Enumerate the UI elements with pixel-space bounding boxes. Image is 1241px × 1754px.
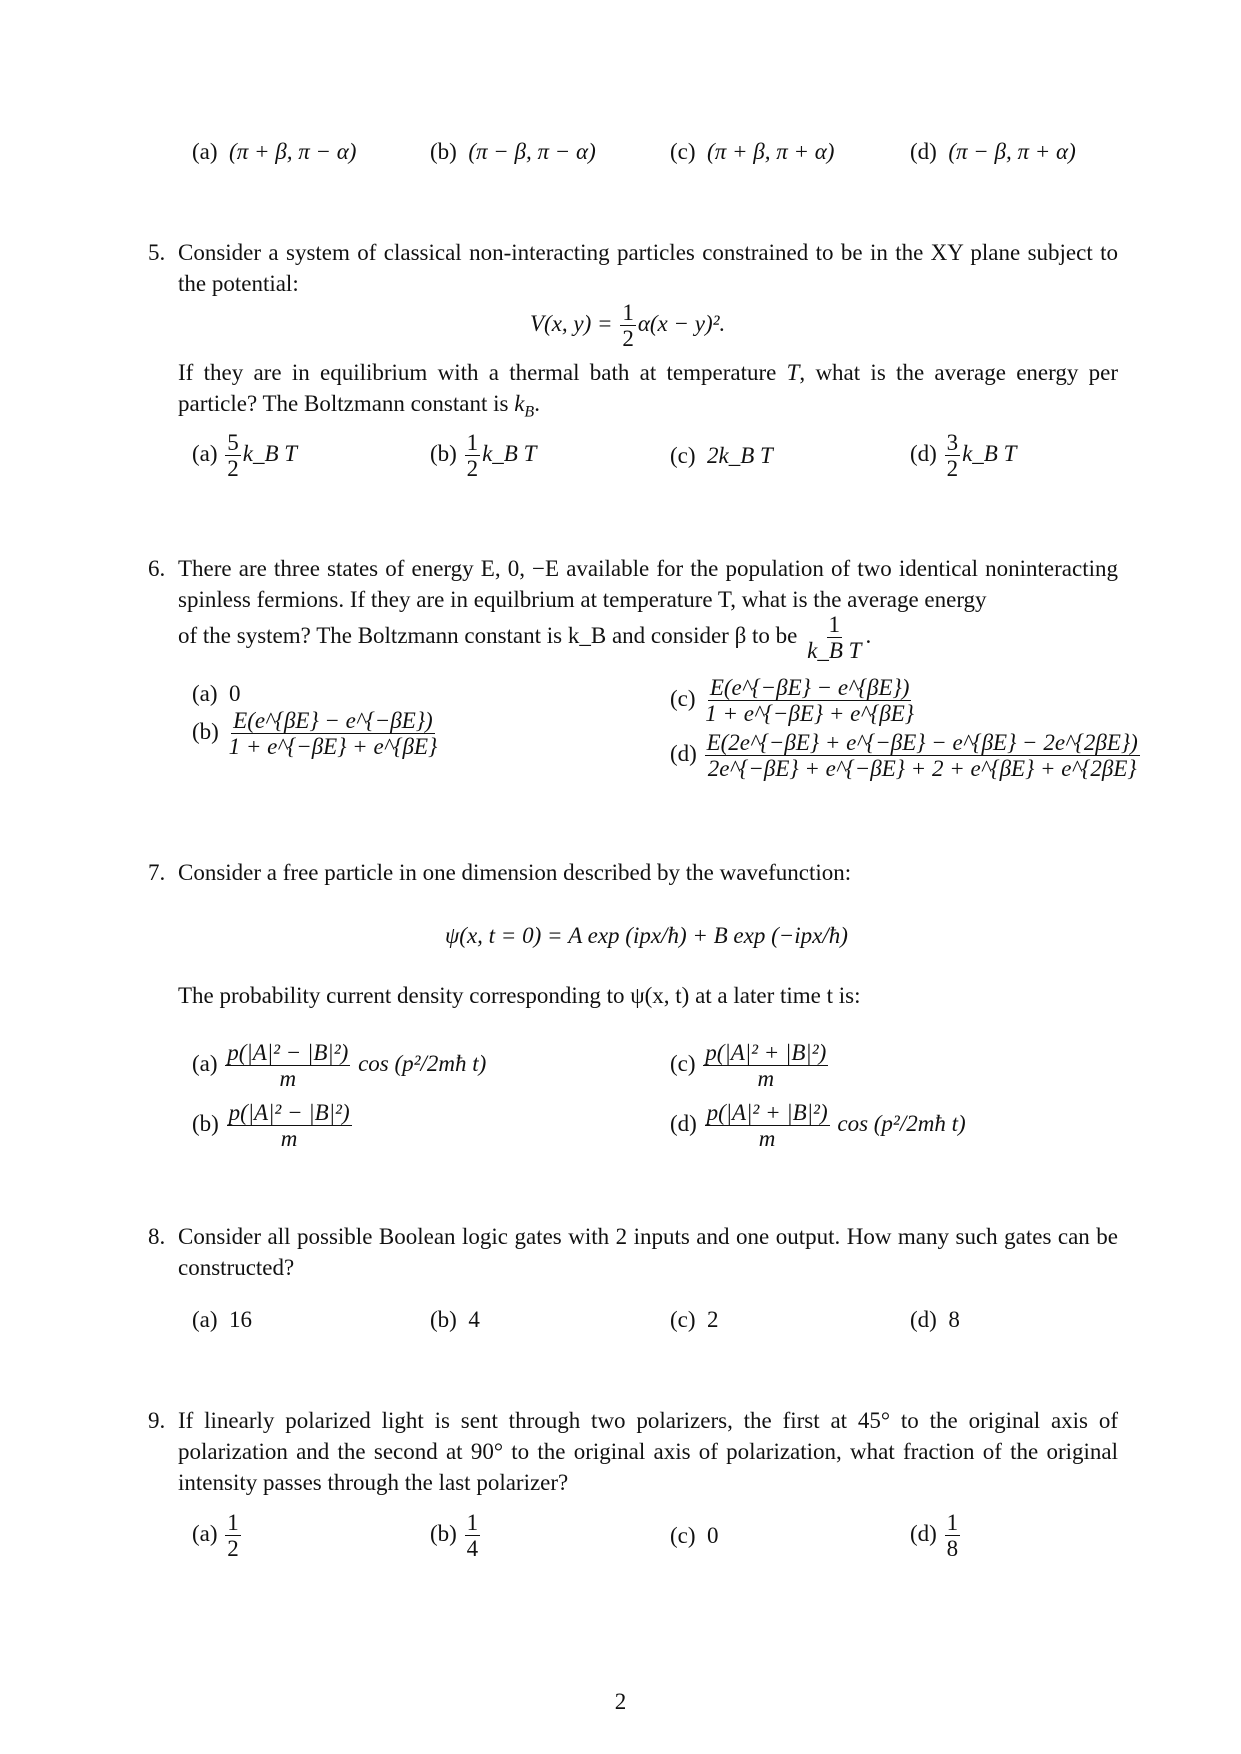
q6-text-2: of the system? The Boltzmann constant is k_B and consider β to be $\frac{1}{\text{k\_B T}}$ . [178, 612, 872, 663]
q5-option-d: (d) $\frac{3}{2}$ k_B T [910, 430, 1017, 481]
q5-number: 5. [148, 240, 166, 265]
q6-number: 6. [148, 556, 166, 581]
q6-text: There are three states of energy E, 0, −E available for the population of two identical noninteracting spinless fermions. If they are in equilbrium at temperature T, what is the average energy [178, 556, 1118, 612]
q4-option-a: (a) (π + β, π − α) [192, 139, 357, 164]
q9-option-c: (c) 0 [670, 1523, 719, 1548]
q8-option-d: (d) 8 [910, 1307, 960, 1332]
q7-equation: ψ(x, t = 0) = A exp (ipx/ħ) + B exp (−ipx/ħ) [445, 923, 848, 948]
q4-option-c: (c) (π + β, π + α) [670, 139, 835, 164]
q4-option-b: (b) (π − β, π − α) [430, 139, 596, 164]
q9-option-a: (a) $\frac{1}{2}$ [192, 1510, 239, 1561]
q9-text: If linearly polarized light is sent through two polarizers, the first at 45° to the original axis of polarization and the second at 90° to the original axis of polarization, what fraction of the original intensity passes through the last polarizer? [178, 1408, 1118, 1495]
q5-option-c: (c) 2k_B T [670, 443, 773, 468]
q7-option-c: (c) $\frac{\text{p(|A|² + |B|²)}}{m}$ [670, 1040, 827, 1091]
q7-text-2: The probability current density corresponding to ψ(x, t) at a later time t is: [178, 983, 861, 1008]
q9-number: 9. [148, 1408, 166, 1433]
q8-option-c: (c) 2 [670, 1307, 719, 1332]
q6-option-a: (a) 0 [192, 681, 241, 706]
q9-option-b: (b) $\frac{1}{4}$ [430, 1510, 479, 1561]
q8-option-a: (a) 16 [192, 1307, 253, 1332]
q7-text: Consider a free particle in one dimension described by the wavefunction: [178, 860, 852, 885]
q8-option-b: (b) 4 [430, 1307, 480, 1332]
q6-option-c: (c) $\frac{E(e\^{}\{-\beta E\} - e\^{}\{\beta E\})}{1 + e\^{}\{-\beta E\} + e\^{}\{\beta E\}}$ [670, 675, 914, 726]
q7-option-b: (b) $\frac{\text{p(|A|² − |B|²)}}{m}$ [192, 1100, 350, 1151]
q5-equation: V(x, y) = $\frac{1}{2}$ α(x − y)². [530, 300, 726, 351]
q4-option-d: (d) (π − β, π + α) [910, 139, 1076, 164]
q5-option-b: (b) $\frac{1}{2}$ k_B T [430, 430, 537, 481]
q8-number: 8. [148, 1224, 166, 1249]
q9-option-d: (d) $\frac{1}{8}$ [910, 1510, 959, 1561]
q6-option-d: (d) $\frac{E(2e\^{}\{-\beta E\} + e\^{}\{-\beta E\} - e\^{}\{\beta E\} - 2e\^{}\{2\beta E\})}{2e\^{}\{-\beta E\} + e\^{}\{-\beta E\} + 2 + e\^{}\{\beta E\} + e\^{}\{2\beta E\}}$ [670, 730, 1138, 781]
q5-text: Consider a system of classical non-interacting particles constrained to be in the XY plane subject to the potential: [178, 240, 1118, 296]
q5-option-a: (a) $\frac{5}{2}$ k_B T [192, 430, 298, 481]
q7-option-d: (d) $\frac{\text{p(|A|² + |B|²)}}{m}$ cos (p²/2mħ t) [670, 1100, 966, 1151]
q6-option-b: (b) $\frac{E(e\^{}\{\beta E\} - e\^{}\{-\beta E\})}{1 + e\^{}\{-\beta E\} + e\^{}\{\beta E\}}$ [192, 708, 438, 759]
q7-number: 7. [148, 860, 166, 885]
q5-text-2: If they are in equilibrium with a thermal bath at temperature T, what is the average energy per particle? The Boltzmann constant is $k_B$. [178, 360, 1119, 421]
q8-text: Consider all possible Boolean logic gates with 2 inputs and one output. How many such gates can be constructed? [178, 1224, 1118, 1280]
q7-option-a: (a) $\frac{\text{p(|A|² − |B|²)}}{m}$ cos (p²/2mħ t) [192, 1040, 487, 1091]
page-number: 2 [614, 1689, 627, 1714]
